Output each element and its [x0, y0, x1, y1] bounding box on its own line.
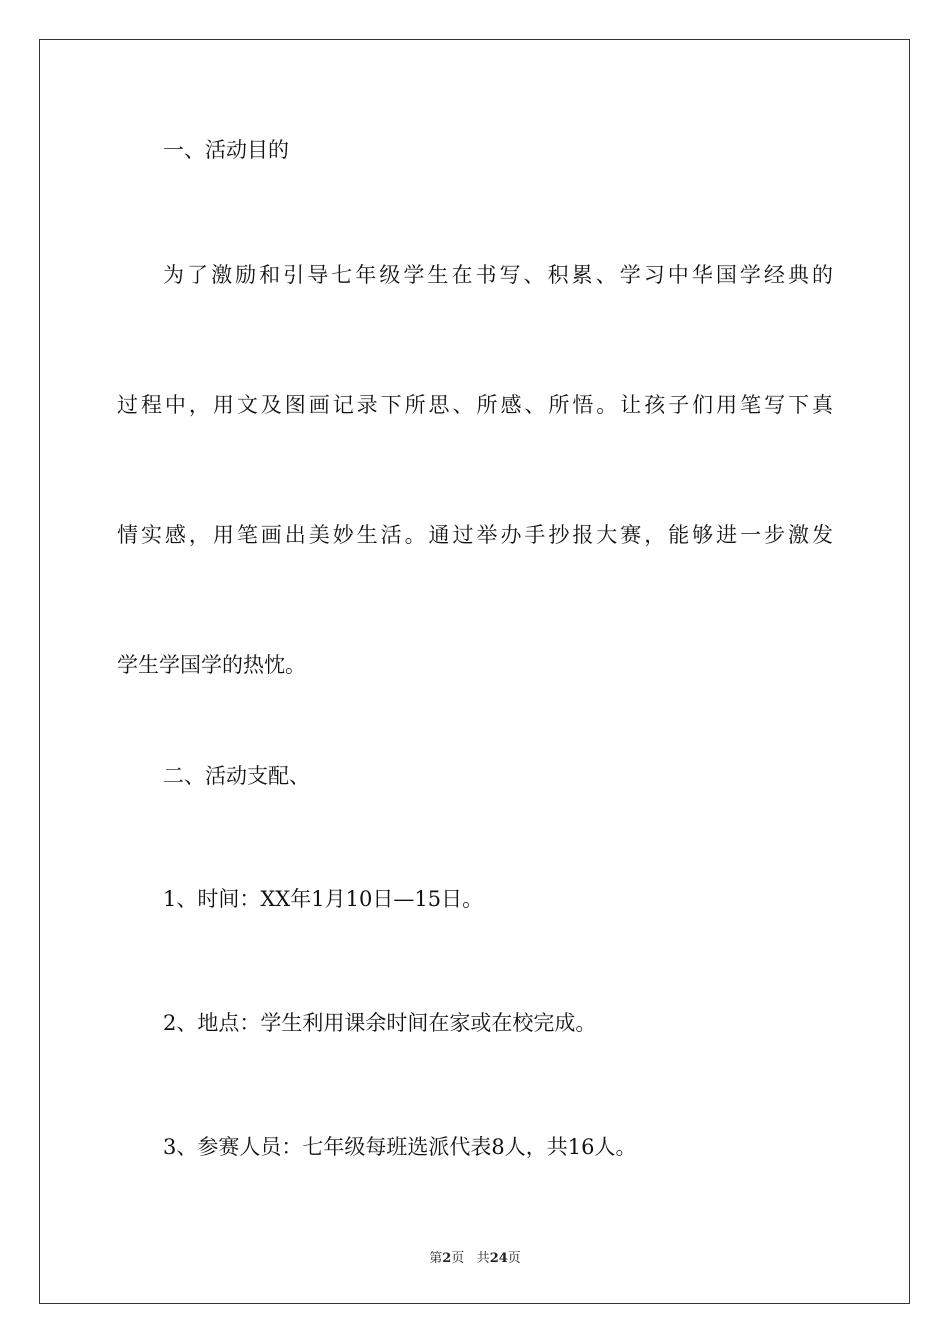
- page-number: 2: [442, 1251, 452, 1266]
- list-item-participants: [117, 1082, 833, 1212]
- section-heading-purpose: [117, 85, 833, 215]
- total-pages: 24: [489, 1251, 508, 1266]
- heading-text: 二、活动支配、: [163, 764, 310, 788]
- page-suffix: 页: [451, 1251, 465, 1266]
- paragraph-line: 为了激励和引导七年级学生在书写、积累、学习中华国学经典的: [163, 263, 833, 287]
- paragraph-line: 学生学国学的热忱。: [117, 653, 306, 677]
- list-item-text: 3、参赛人员：七年级每班选派代表8人，共16人。: [163, 1135, 637, 1159]
- paragraph-line: 过程中，用文及图画记录下所思、所感、所悟。让孩子们用笔写下真: [117, 393, 833, 417]
- list-item-location: [117, 958, 833, 1088]
- paragraph-line: 情实感，用笔画出美妙生活。通过举办手抄报大赛，能够进一步激发: [117, 523, 833, 547]
- list-item-text: 1、时间：XX年1月10日—15日。: [163, 887, 484, 911]
- total-suffix: 页: [507, 1251, 521, 1266]
- list-item-time: [117, 834, 833, 964]
- heading-text: 一、活动目的: [163, 138, 289, 162]
- page-footer: [0, 1247, 950, 1266]
- page-prefix: 第: [429, 1251, 443, 1266]
- purpose-paragraph: [117, 210, 833, 730]
- section-heading-arrangement: [117, 711, 833, 841]
- total-prefix: 共: [476, 1251, 490, 1266]
- list-item-text: 2、地点：学生利用课余时间在家或在校完成。: [163, 1011, 597, 1035]
